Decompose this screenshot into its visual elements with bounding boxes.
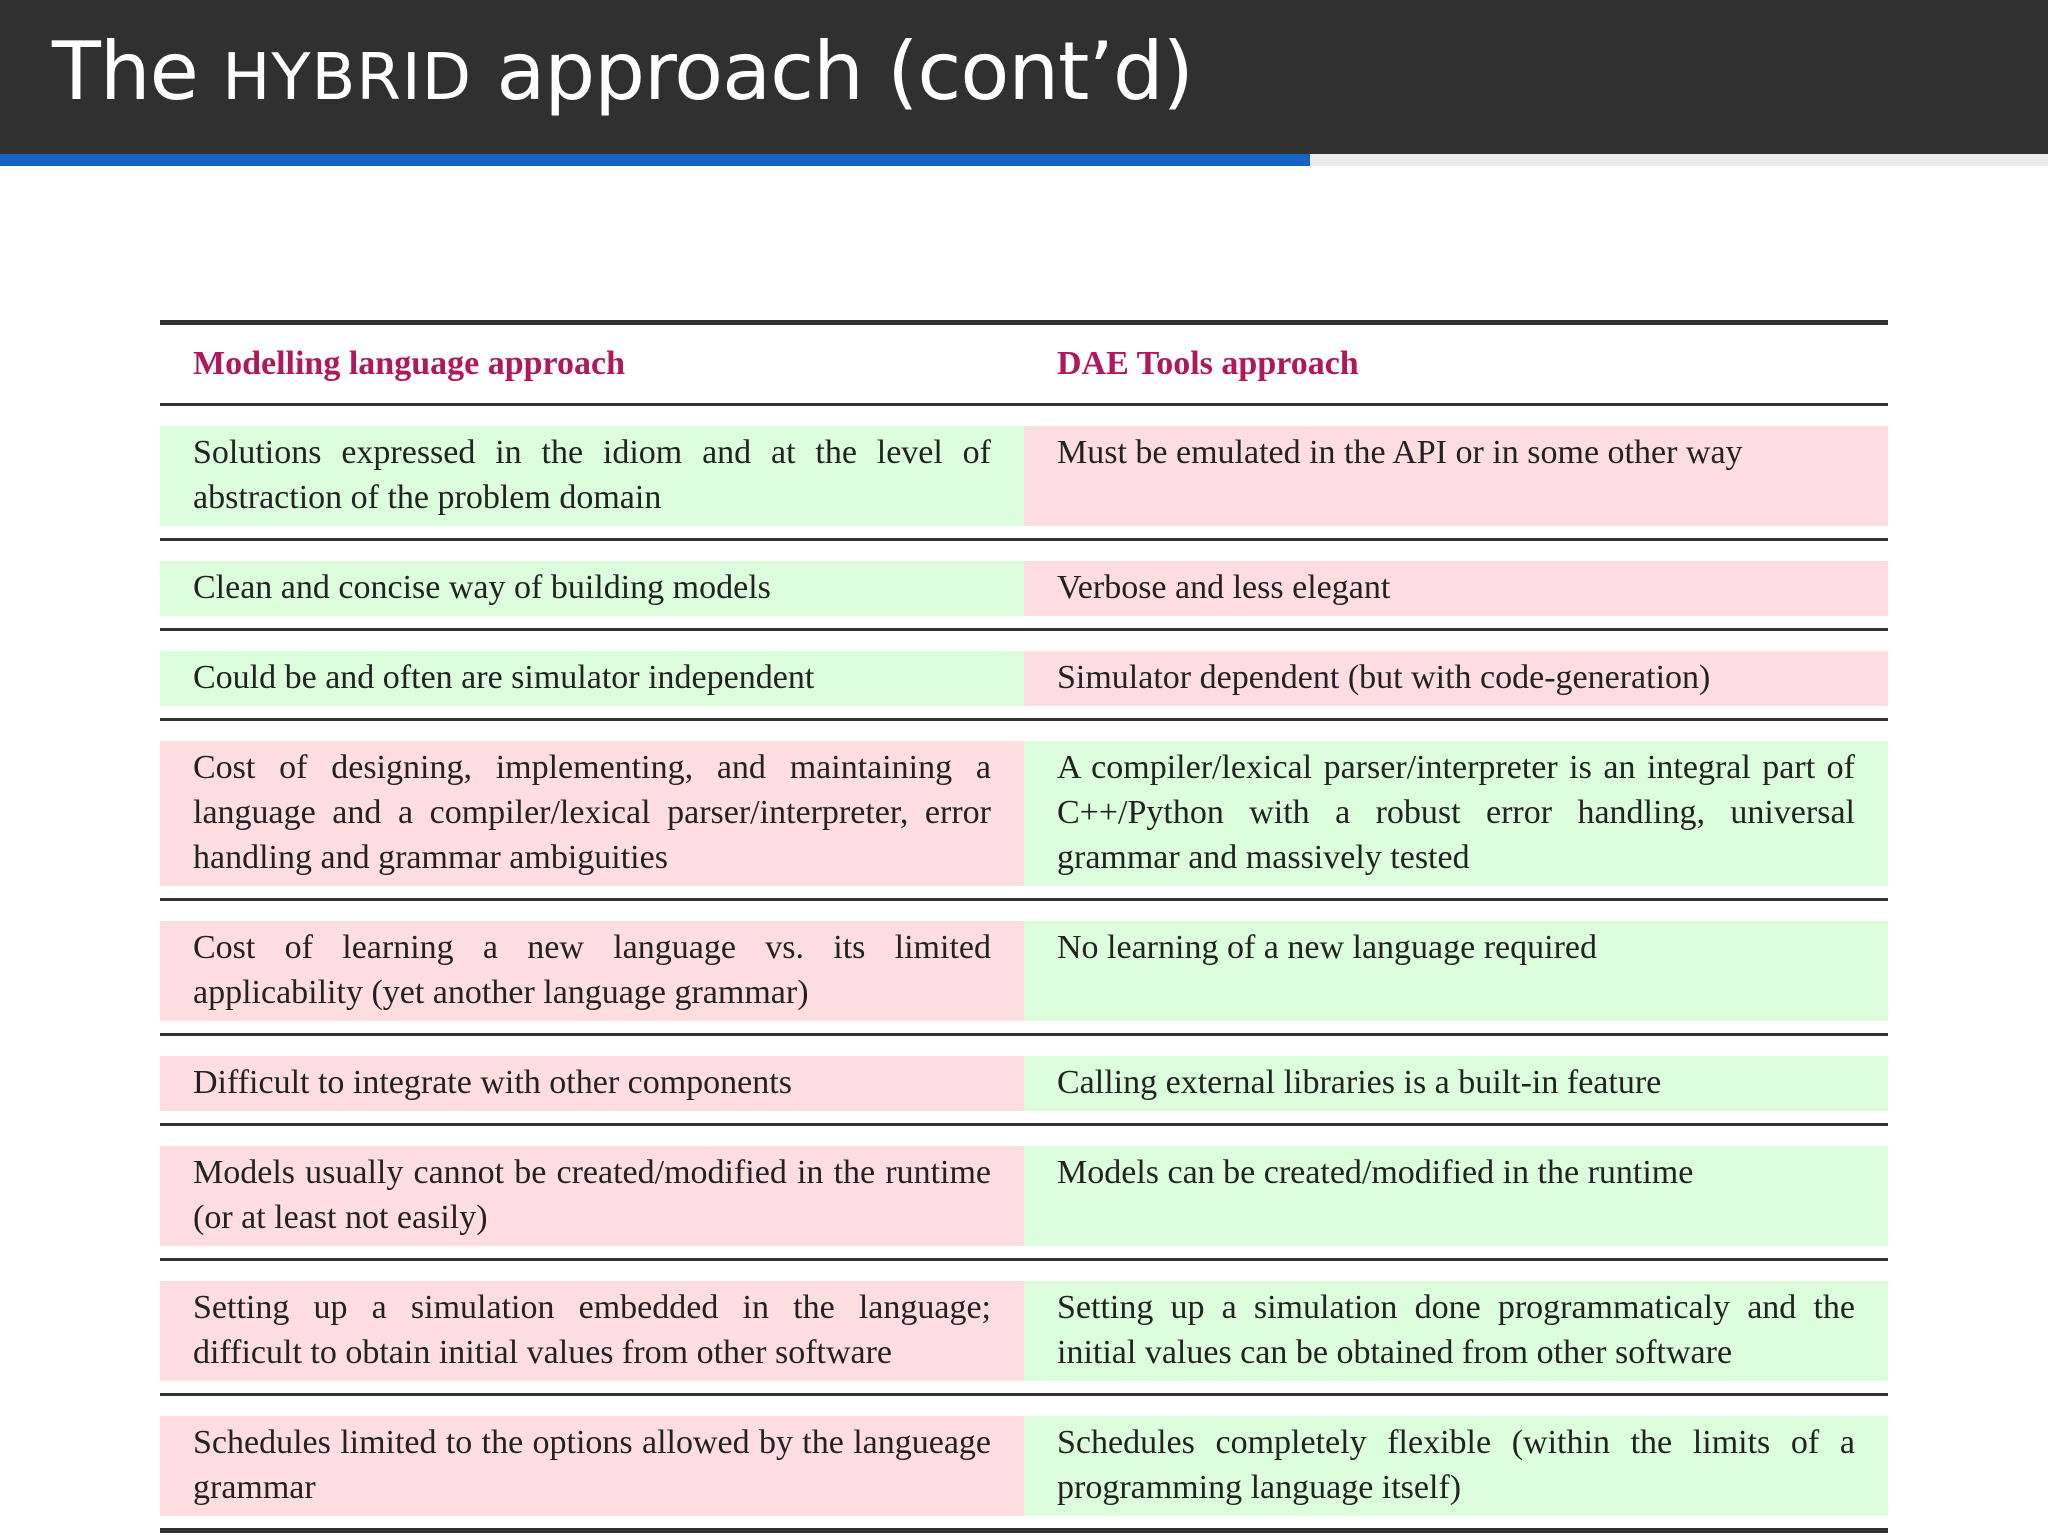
table-header-row [160,325,1888,403]
table-row [160,651,1888,706]
header-dae-tools: DAE Tools approach [1057,345,1359,382]
cell-modelling-language: Could be and often are simulator independent [160,651,1024,706]
title-prefix: The [52,25,223,118]
cell-dae-tools: Models can be created/modified in the runtime [1024,1146,1888,1246]
cell-modelling-language: Clean and concise way of building models [160,561,1024,616]
row-separator [160,1123,1888,1126]
cell-modelling-language: Cost of designing, implementing, and maintaining a language and a compiler/lexical parser/interpreter, error handling and grammar ambiguities [160,741,1024,886]
table-row [160,921,1888,1021]
row-separator [160,538,1888,541]
cell-dae-tools: Setting up a simulation done programmaticaly and the initial values can be obtained from other software [1024,1281,1888,1381]
title-bar [0,0,2048,154]
cell-dae-tools: No learning of a new language required [1024,921,1888,1021]
cell-dae-tools: Calling external libraries is a built-in feature [1024,1056,1888,1111]
comparison-table [160,320,1888,1533]
header-modelling-language: Modelling language approach [193,345,625,382]
cell-modelling-language: Cost of learning a new language vs. its limited applicability (yet another language grammar) [160,921,1024,1021]
row-separator [160,1393,1888,1396]
row-separator [160,898,1888,901]
table-row [160,1416,1888,1516]
table-row [160,1146,1888,1246]
title-accent-bar-grey [1310,154,2048,166]
cell-modelling-language: Schedules limited to the options allowed by the langueage grammar [160,1416,1024,1516]
cell-dae-tools: Must be emulated in the API or in some other way [1024,426,1888,526]
row-separator [160,628,1888,631]
table-row [160,1281,1888,1381]
row-separator [160,1033,1888,1036]
cell-modelling-language: Solutions expressed in the idiom and at the level of abstraction of the problem domain [160,426,1024,526]
table-bottom-rule [160,1528,1888,1533]
table-row [160,741,1888,886]
cell-dae-tools: Simulator dependent (but with code-generation) [1024,651,1888,706]
title-hybrid: HYBRID [222,41,472,115]
table-row [160,1056,1888,1111]
table-row [160,561,1888,616]
slide-title [52,22,1193,128]
row-separator [160,718,1888,721]
table-header-rule [160,403,1888,406]
cell-dae-tools: A compiler/lexical parser/interpreter is an integral part of C++/Python with a robust error handling, universal grammar and massively tested [1024,741,1888,886]
cell-modelling-language: Models usually cannot be created/modified in the runtime (or at least not easily) [160,1146,1024,1246]
row-separator [160,1258,1888,1261]
title-accent-bar [0,154,1310,166]
cell-modelling-language: Setting up a simulation embedded in the language; difficult to obtain initial values from other software [160,1281,1024,1381]
table-body [160,426,1888,1516]
cell-dae-tools: Schedules completely flexible (within the limits of a programming language itself) [1024,1416,1888,1516]
cell-dae-tools: Verbose and less elegant [1024,561,1888,616]
title-suffix: approach (cont’d) [471,25,1193,118]
cell-modelling-language: Difficult to integrate with other components [160,1056,1024,1111]
table-row [160,426,1888,526]
